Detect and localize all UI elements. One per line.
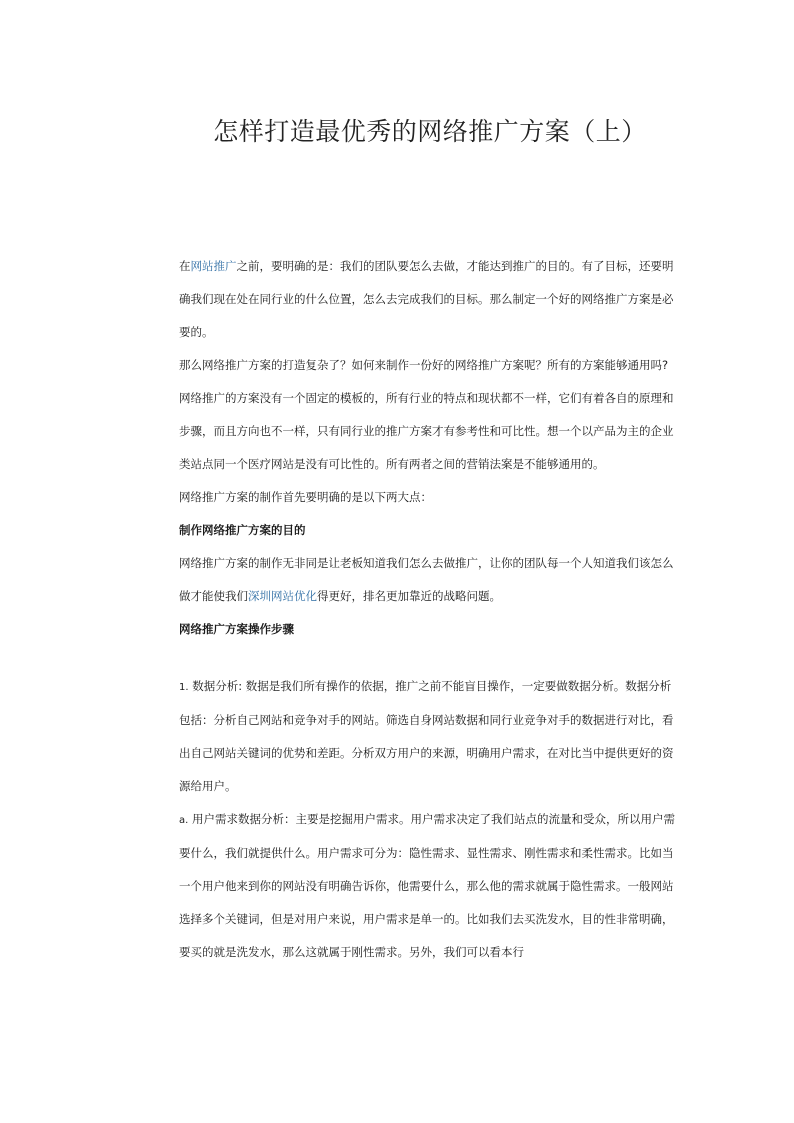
text-segment: 用户需求数据分析：主要是挖掘用户需求。用户需求决定了我们站点的流量和受众，所以用户需要什么，我们就提供什么。用户需求可分为：隐性需求、显性需求、刚性需求和柔性需求。比如当一个用户他来到你的网站没有明确告诉你，他需要什么，那么他的需求就属于隐性需求。一般网站选择多个关键词，但是对用户来说，用户需求是单一的。比如我们去买洗发水，目的性非常明确，要买的就是洗发水，那么这就属于刚性需求。另外，我们可以看本行 xyxy=(179,812,675,959)
text-segment: 网络推广方案的制作无非同是让老板知道我们怎么去做推广，让你的团队每一个人知道我们该怎么做才能使我们 xyxy=(179,556,674,603)
text-segment: 得更好，排名更加靠近的战略问题。 xyxy=(317,589,501,603)
link-shenzhen-seo[interactable]: 深圳网站优化 xyxy=(248,589,317,603)
paragraph-two-points: 网络推广方案的制作首先要明确的是以下两大点： xyxy=(179,490,432,504)
document-title: 怎样打造最优秀的网络推广方案（上） xyxy=(213,117,647,146)
paragraph-no-template: 网络推广的方案没有一个固定的模板的，所有行业的特点和现状都不一样，它们有着各自的原理和步骤，而且方向也不一样，只有同行业的推广方案才有参考性和可比性。想一个以产品为主的企业类站点同一个医疗网站是没有可比性的。所有两者之间的营销法案是不能够通用的。 xyxy=(179,391,674,471)
document-body xyxy=(179,250,679,969)
paragraph-question: 那么网络推广方案的打造复杂了？如何来制作一份好的网络推广方案呢？所有的方案能够通用吗? xyxy=(179,358,669,372)
text-segment: 数据分析: 数据是我们所有操作的依据，推广之前不能盲目操作，一定要做数据分析。数据分析包括：分析自己网站和竞争对手的网站。筛选自身网站数据和同行业竞争对手的数据进行对比，看出自己网站关键词的优势和差距。分析双方用户的来源，明确用户需求，在对比当中提供更好的资源给用户。 xyxy=(179,679,674,793)
paragraph-intro xyxy=(179,250,679,349)
text-segment: 在 xyxy=(179,259,191,273)
list-number: 1. xyxy=(179,682,189,693)
heading-steps: 网络推广方案操作步骤 xyxy=(179,622,294,636)
text-segment: 之前，要明确的是：我们的团队要怎么去做，才能达到推广的目的。有了目标，还要明确我们现在处在同行业的什么位置，怎么去完成我们的目标。那么制定一个好的网络推广方案是必要的。 xyxy=(179,259,674,339)
paragraph-user-needs xyxy=(179,803,679,969)
list-letter: a. xyxy=(179,815,189,826)
heading-purpose: 制作网络推广方案的目的 xyxy=(179,523,306,537)
paragraph-purpose xyxy=(179,547,679,613)
spacer xyxy=(179,646,679,670)
link-website-promotion[interactable]: 网站推广 xyxy=(190,259,237,273)
paragraph-data-analysis xyxy=(179,670,679,803)
